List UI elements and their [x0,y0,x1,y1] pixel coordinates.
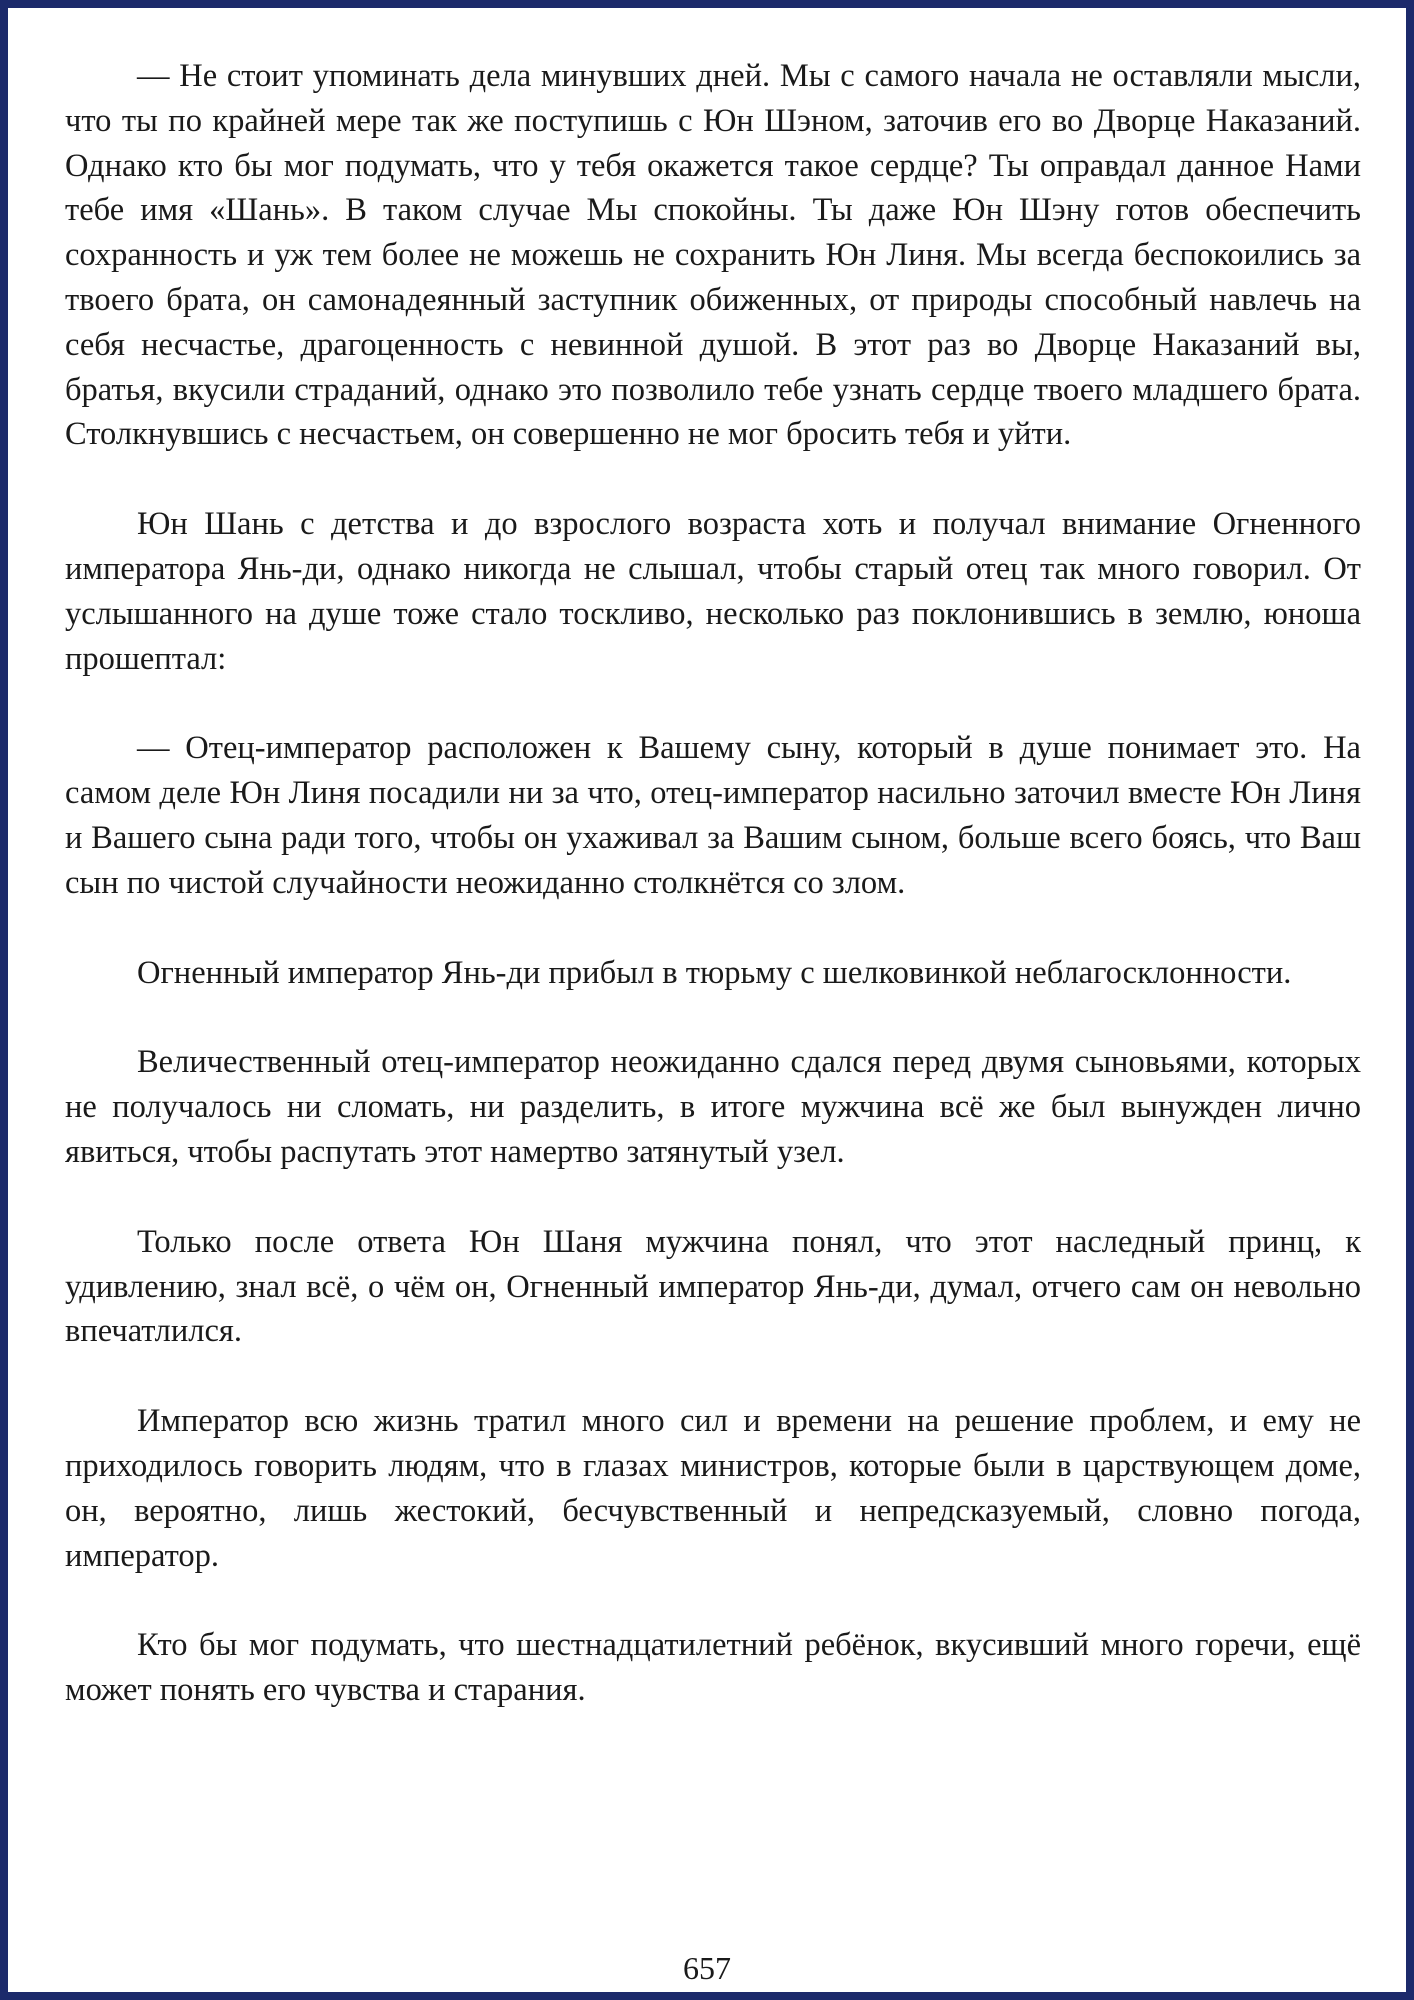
paragraph: Кто бы мог подумать, что шестнадцатилетний ребёнок, вкусивший много горечи, ещё может понять его чувства и старания. [65,1627,1361,1709]
paragraph: — Отец-император расположен к Вашему сыну, который в душе понимает это. На самом деле Юн Линя посадили ни за что, отец-император насильно заточил вместе Юн Линя и Вашего сына ради того, чтобы он ухаживал за Вашим сыном, больше всего боясь, что Ваш сын по чистой случайности неожиданно столкнётся со злом. [65,730,1361,901]
paragraph: Император всю жизнь тратил много сил и времени на решение проблем, и ему не приходилось говорить людям, что в глазах министров, которые были в царствующем доме, он, вероятно, лишь жестокий, бесчувственный и непредсказуемый, словно погода, император. [65,1403,1361,1574]
paragraph: Юн Шань с детства и до взрослого возраста хоть и получал внимание Огненного императора Янь-ди, однако никогда не слышал, чтобы старый отец так много говорил. От услышанного на душе тоже стало тоскливо, несколько раз поклонившись в землю, юноша прошептал: [65,506,1361,677]
document-body [65,54,1361,1758]
page-number: 657 [683,1950,731,1986]
paragraph: Величественный отец-император неожиданно сдался перед двумя сыновьями, которых не получалось ни сломать, ни разделить, в итоге мужчина всё же был вынужден лично явиться, чтобы распутать этот намертво затянутый узел. [65,1044,1361,1170]
paragraph: — Не стоит упоминать дела минувших дней. Мы с самого начала не оставляли мысли, что ты по крайней мере так же поступишь с Юн Шэном, заточив его во Дворце Наказаний. Однако кто бы мог подумать, что у тебя окажется такое сердце? Ты оправдал данное Нами тебе имя «Шань». В таком случае Мы спокойны. Ты даже Юн Шэну готов обеспечить сохранность и уж тем более не можешь не сохранить Юн Линя. Мы всегда беспокоились за твоего брата, он самонадеянный заступник обиженных, от природы способный навлечь на себя несчастье, драгоценность с невинной душой. В этот раз во Дворце Наказаний вы, братья, вкусили страданий, однако это позволило тебе узнать сердце твоего младшего брата. Столкнувшись с несчастьем, он совершенно не мог бросить тебя и уйти. [65,58,1361,453]
paragraph: Огненный император Янь-ди прибыл в тюрьму с шелковинкой неблагосклонности. [137,954,1292,991]
paragraph: Только после ответа Юн Шаня мужчина понял, что этот наследный принц, к удивлению, знал всё, о чём он, Огненный император Янь-ди, думал, отчего сам он невольно впечатлился. [65,1223,1361,1350]
